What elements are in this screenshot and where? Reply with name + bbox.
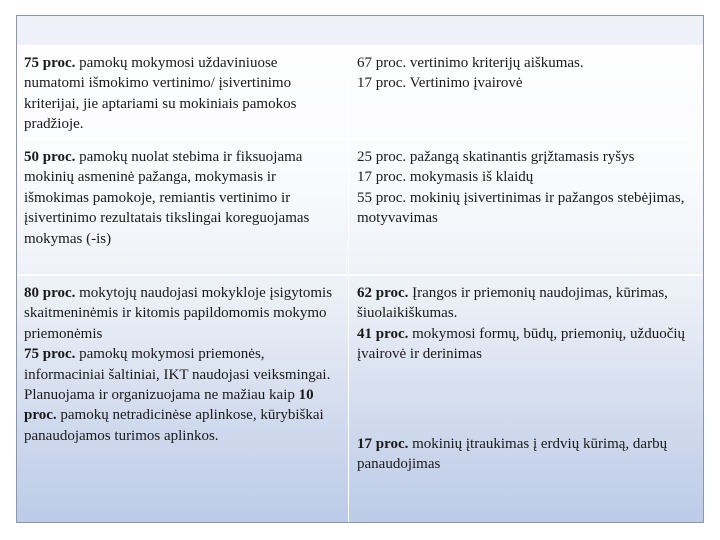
stat-paragraph <box>24 344 342 385</box>
stat-paragraph <box>24 53 342 135</box>
table-header-row <box>17 16 703 47</box>
stat-paragraph <box>357 167 697 187</box>
row3-left-cell <box>24 283 342 446</box>
stat-paragraph <box>357 324 697 365</box>
percent-value: 75 proc. <box>24 55 76 71</box>
stat-paragraph <box>357 188 697 229</box>
stat-paragraph <box>357 53 697 73</box>
percent-value: 25 proc. <box>357 149 407 165</box>
row2-right-cell <box>357 147 697 229</box>
percent-value: 67 proc. <box>357 55 407 71</box>
stat-text: mokymosi formų, būdų, priemonių, užduočių įvairovė ir derinimas <box>357 325 686 363</box>
stat-paragraph <box>24 147 342 249</box>
stat-paragraph <box>357 434 697 475</box>
table-frame <box>16 15 704 523</box>
percent-value: 10 proc. <box>24 387 314 424</box>
stat-text: pamokų nuolat stebima ir fiksuojama mokinių asmeninė pažanga, mokymasis ir išmokimas pamokoje, remiantis vertinimo ir įsivertinimo rezultatais tikslingai koreguojamas mokymas (-is) <box>24 149 310 247</box>
stat-text: mokymasis iš klaidų <box>406 169 534 186</box>
stat-text: mokytojų naudojasi mokykloje įsigytomis skaitmeninėmis ir kitomis papildomomis mokymo priemonėmis <box>24 285 333 342</box>
stat-paragraph <box>357 283 697 324</box>
stat-text-prefix: Planuojama ir organizuojama ne mažiau kaip <box>24 387 299 404</box>
row2-left-cell <box>24 147 342 249</box>
row3-right-lower-cell <box>357 434 697 475</box>
stat-text: pamokų mokymosi uždaviniuose numatomi išmokimo vertinimo/ įsivertinimo kriterijai, jie aptariami su mokiniais pamokos pradžioje. <box>24 55 297 133</box>
stat-text: pamokų mokymosi priemonės, informaciniai šaltiniai, IKT naudojasi veiksmingai. <box>24 346 331 383</box>
percent-value: 62 proc. <box>357 285 409 301</box>
percent-value: 17 proc. <box>357 436 409 452</box>
percent-value: 75 proc. <box>24 346 76 363</box>
stat-text: Vertinimo įvairovė <box>406 75 523 92</box>
row1-right-cell <box>357 53 697 94</box>
stat-text: pažangą skatinantis grįžtamasis ryšys <box>406 149 635 165</box>
row-divider <box>17 138 703 140</box>
percent-value: 17 proc. <box>357 75 407 92</box>
row1-left-cell <box>24 53 342 135</box>
stat-text: pamokų netradicinėse aplinkose, kūrybiškai panaudojamos turimos aplinkos. <box>24 407 324 444</box>
row3-right-cell <box>357 283 697 365</box>
row-divider <box>17 274 703 276</box>
percent-value: 50 proc. <box>24 149 76 165</box>
stat-text: mokinių įtraukimas į erdvių kūrimą, darbų panaudojimas <box>357 436 668 473</box>
percent-value: 41 proc. <box>357 325 409 342</box>
column-divider <box>348 47 349 522</box>
stat-paragraph <box>357 147 697 167</box>
percent-value: 80 proc. <box>24 285 76 301</box>
stat-paragraph <box>357 73 697 93</box>
stat-paragraph <box>24 283 342 344</box>
percent-value: 17 proc. <box>357 169 407 186</box>
stat-paragraph <box>24 385 342 446</box>
percent-value: 55 proc. <box>357 189 407 206</box>
stat-text: mokinių įsivertinimas ir pažangos stebėjimas, motyvavimas <box>357 189 685 227</box>
stat-text: Įrangos ir priemonių naudojimas, kūrimas, šiuolaikiškumas. <box>357 285 668 322</box>
stat-text: vertinimo kriterijų aiškumas. <box>406 55 584 71</box>
